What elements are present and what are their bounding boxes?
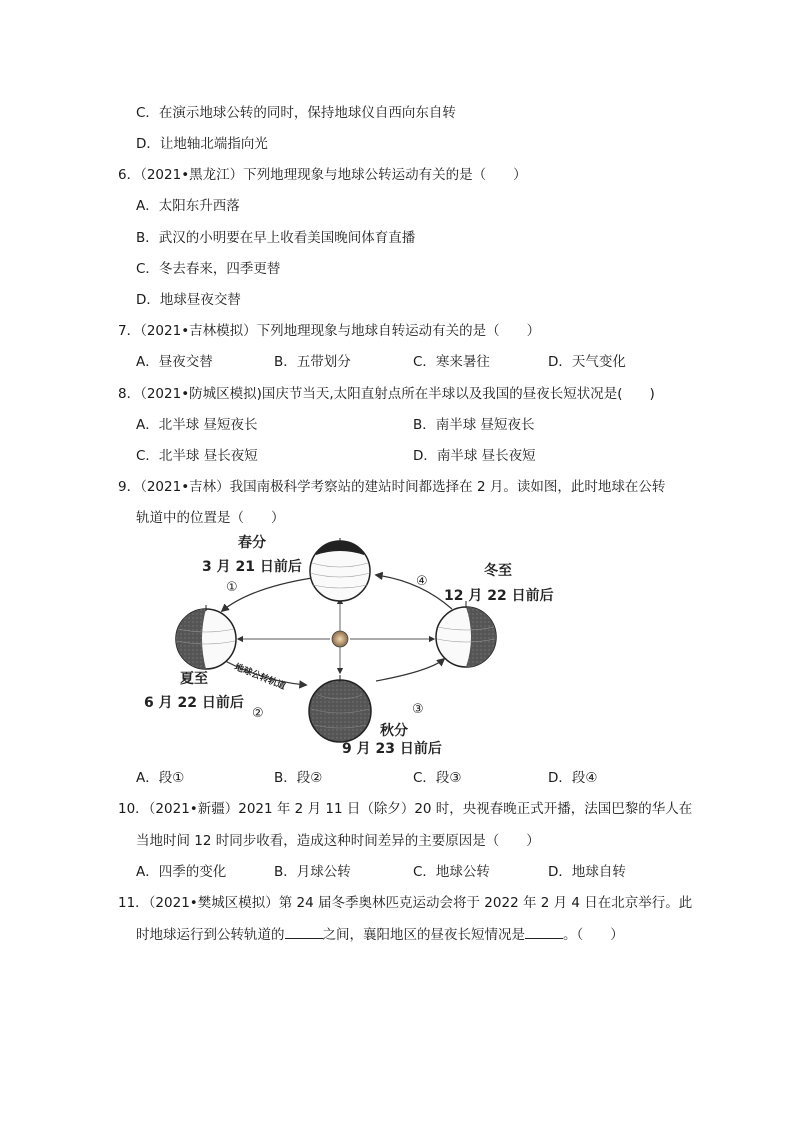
q9-option-a: A．段① <box>136 770 185 786</box>
label-autumn-date: 9 月 23 日前后 <box>342 741 442 757</box>
label-segment-1: ① <box>226 580 238 595</box>
earth-winter-solstice <box>436 601 496 667</box>
q7-stem: 7．（2021•吉林模拟）下列地理现象与地球自转运动有关的是（ ） <box>118 323 541 339</box>
q7-option-c: C．寒来暑往 <box>413 354 490 370</box>
orbit-segment-4 <box>376 575 452 609</box>
q8-option-b: B．南半球 昼短夜长 <box>413 417 535 433</box>
q11-text-part-b: 之间，襄阳地区的昼夜长短情况是 <box>322 927 525 943</box>
q9-stem-line1: 9．（2021•吉林）我国南极科学考察站的建站时间都选择在 2 月。读如图，此时地球在公转 <box>118 479 666 495</box>
label-winter-solstice: 冬至 <box>484 563 512 579</box>
q9-option-c: C．段③ <box>413 770 462 786</box>
q6-option-a: A．太阳东升西落 <box>136 198 240 214</box>
earth-autumn-equinox <box>309 675 371 742</box>
q10-option-d: D．地球自转 <box>548 864 626 880</box>
q11-stem-line2 <box>136 926 624 944</box>
q9-option-b: B．段② <box>274 770 323 786</box>
earth-spring-equinox <box>310 538 370 601</box>
orbit-segment-3 <box>376 659 444 681</box>
q8-stem: 8．（2021•防城区模拟)国庆节当天,太阳直射点所在半球以及我国的昼夜长短状况是( ) <box>118 386 655 402</box>
label-winter-date: 12 月 22 日前后 <box>444 588 554 604</box>
q7-option-d: D．天气变化 <box>548 354 626 370</box>
q8-option-d: D．南半球 昼长夜短 <box>413 448 536 464</box>
label-segment-2: ② <box>252 706 264 721</box>
q8-option-c: C．北半球 昼长夜短 <box>136 448 258 464</box>
earth-orbit-diagram <box>140 533 580 765</box>
q9-option-d: D．段④ <box>548 770 598 786</box>
q7-option-b: B．五带划分 <box>274 354 351 370</box>
q10-stem-line2: 当地时间 12 时同步收看，造成这种时间差异的主要原因是（ ） <box>136 833 540 849</box>
q11-blank-1[interactable] <box>285 926 323 939</box>
label-orbit: 地球公转轨道 <box>232 662 287 693</box>
q5-option-d: D．让地轴北端指向光 <box>136 136 268 152</box>
label-segment-3: ③ <box>412 702 424 717</box>
sun <box>332 631 348 647</box>
label-segment-4: ④ <box>416 574 428 589</box>
label-spring-equinox: 春分 <box>238 535 266 551</box>
q10-stem-line1: 10．（2021•新疆）2021 年 2 月 11 日（除夕）20 时，央视春晚正式开播，法国巴黎的华人在 <box>118 801 693 817</box>
q10-option-c: C．地球公转 <box>413 864 490 880</box>
q6-option-d: D．地球昼夜交替 <box>136 292 241 308</box>
q8-option-a: A．北半球 昼短夜长 <box>136 417 258 433</box>
q10-option-b: B．月球公转 <box>274 864 351 880</box>
q10-option-a: A．四季的变化 <box>136 864 227 880</box>
q7-option-a: A．昼夜交替 <box>136 354 213 370</box>
q6-option-b: B．武汉的小明要在早上收看美国晚间体育直播 <box>136 230 416 246</box>
q9-stem-line2: 轨道中的位置是（ ） <box>136 510 285 526</box>
q6-stem: 6．（2021•黑龙江）下列地理现象与地球公转运动有关的是（ ） <box>118 167 527 183</box>
earth-summer-solstice <box>176 605 236 669</box>
q11-text-part-a: 时地球运行到公转轨道的 <box>136 927 285 943</box>
label-summer-solstice: 夏至 <box>180 671 208 687</box>
q6-option-c: C．冬去春来，四季更替 <box>136 261 281 277</box>
q11-stem-line1: 11．（2021•樊城区模拟）第 24 届冬季奥林匹克运动会将于 2022 年 2 月 4 日在北京举行。此 <box>118 895 693 911</box>
label-spring-date: 3 月 21 日前后 <box>202 559 302 575</box>
q5-option-c: C．在演示地球公转的同时，保持地球仪自西向东自转 <box>136 105 456 121</box>
label-summer-date: 6 月 22 日前后 <box>144 695 244 711</box>
label-autumn-equinox: 秋分 <box>380 723 408 739</box>
q11-text-part-c: 。（ ） <box>563 927 624 943</box>
q11-blank-2[interactable] <box>525 926 563 939</box>
